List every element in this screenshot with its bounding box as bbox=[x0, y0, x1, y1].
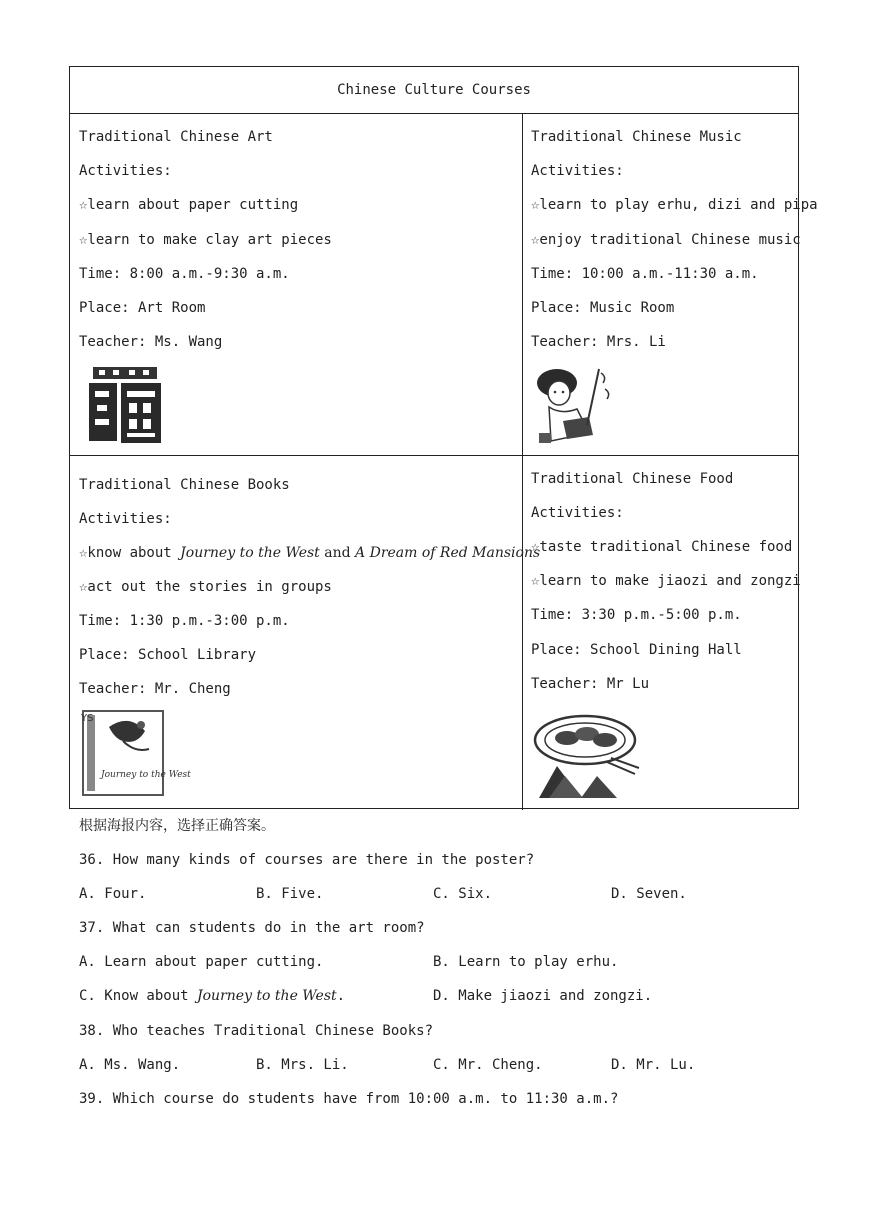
activities-label: Activities: bbox=[79, 163, 172, 179]
activities-label: Activities: bbox=[531, 163, 624, 179]
question-39: 39. Which course do students have from 10:00 a.m. to 11:30 a.m.? bbox=[79, 1091, 619, 1107]
activity-item: ☆enjoy traditional Chinese music bbox=[531, 232, 801, 248]
option-a: A. Four. bbox=[79, 886, 147, 902]
activities-label: Activities: bbox=[79, 511, 172, 527]
course-name: Traditional Chinese Art bbox=[79, 129, 273, 145]
column-divider bbox=[522, 114, 523, 810]
question-37: 37. What can students do in the art room? bbox=[79, 920, 425, 936]
course-name: Traditional Chinese Music bbox=[531, 129, 742, 145]
course-teacher: Teacher: Ms. Wang bbox=[79, 334, 223, 350]
course-place: Place: Art Room bbox=[79, 300, 206, 316]
course-food bbox=[531, 467, 801, 807]
option-b: B. Five. bbox=[256, 886, 324, 902]
course-place: Place: School Library bbox=[79, 647, 257, 663]
course-time: Time: 3:30 p.m.-5:00 p.m. bbox=[531, 607, 742, 623]
instructions: 根据海报内容，选择正确答案。 bbox=[79, 818, 275, 834]
activity-item: ☆learn to make clay art pieces bbox=[79, 232, 332, 248]
course-teacher: Teacher: Mrs. Li bbox=[531, 334, 666, 350]
book-title: Journey to the West bbox=[197, 988, 337, 1004]
course-poster bbox=[69, 66, 818, 809]
course-place: Place: School Dining Hall bbox=[531, 642, 742, 658]
course-time: Time: 8:00 a.m.-9:30 a.m. bbox=[79, 266, 290, 282]
option-c bbox=[79, 987, 345, 1005]
question-38: 38. Who teaches Traditional Chinese Books? bbox=[79, 1023, 434, 1039]
course-name: Traditional Chinese Food bbox=[531, 471, 734, 487]
option-text: C. Know about bbox=[79, 988, 198, 1004]
course-time: Time: 1:30 p.m.-3:00 p.m. bbox=[79, 613, 290, 629]
course-art bbox=[79, 125, 519, 455]
question-36: 36. How many kinds of courses are there in the poster? bbox=[79, 852, 535, 868]
row-divider bbox=[70, 455, 798, 456]
option-d: D. Mr. Lu. bbox=[611, 1057, 696, 1073]
activity-item: ☆act out the stories in groups bbox=[79, 579, 332, 595]
activity-text: and bbox=[319, 545, 356, 561]
option-text: . bbox=[336, 988, 346, 1004]
option-a: A. Ms. Wang. bbox=[79, 1057, 181, 1073]
poster-title: Chinese Culture Courses bbox=[70, 67, 798, 114]
option-b: B. Learn to play erhu. bbox=[433, 954, 619, 970]
activities-label: Activities: bbox=[531, 505, 624, 521]
course-music bbox=[531, 125, 818, 455]
course-teacher: Teacher: Mr. Cheng bbox=[79, 681, 231, 697]
activity-item: ☆taste traditional Chinese food bbox=[531, 539, 793, 555]
course-name: Traditional Chinese Books bbox=[79, 477, 290, 493]
course-place: Place: Music Room bbox=[531, 300, 675, 316]
food-plate-icon bbox=[531, 712, 641, 804]
course-books bbox=[79, 467, 541, 807]
option-b: B. Mrs. Li. bbox=[256, 1057, 349, 1073]
activity-item: ☆learn to play erhu, dizi and pipa bbox=[531, 197, 818, 213]
book-title: A Dream of Red Mansions bbox=[355, 545, 541, 561]
activity-item bbox=[79, 544, 540, 562]
option-d: D. Make jiaozi and zongzi. bbox=[433, 988, 653, 1004]
musician-icon bbox=[531, 363, 615, 447]
svg-text:Journey to the West: Journey to the West bbox=[101, 770, 191, 780]
svg-text:YS: YS bbox=[81, 713, 94, 724]
option-c: C. Mr. Cheng. bbox=[433, 1057, 543, 1073]
activity-item: ☆learn to make jiaozi and zongzi bbox=[531, 573, 801, 589]
paper-cutting-icon bbox=[83, 363, 165, 447]
activity-item: ☆learn about paper cutting bbox=[79, 197, 299, 213]
course-time: Time: 10:00 a.m.-11:30 a.m. bbox=[531, 266, 759, 282]
option-d: D. Seven. bbox=[611, 886, 687, 902]
book-cover-icon bbox=[79, 707, 191, 799]
option-a: A. Learn about paper cutting. bbox=[79, 954, 324, 970]
course-teacher: Teacher: Mr Lu bbox=[531, 676, 650, 692]
book-title: Journey to the West bbox=[180, 545, 320, 561]
option-c: C. Six. bbox=[433, 886, 493, 902]
activity-text: ☆know about bbox=[79, 545, 181, 561]
